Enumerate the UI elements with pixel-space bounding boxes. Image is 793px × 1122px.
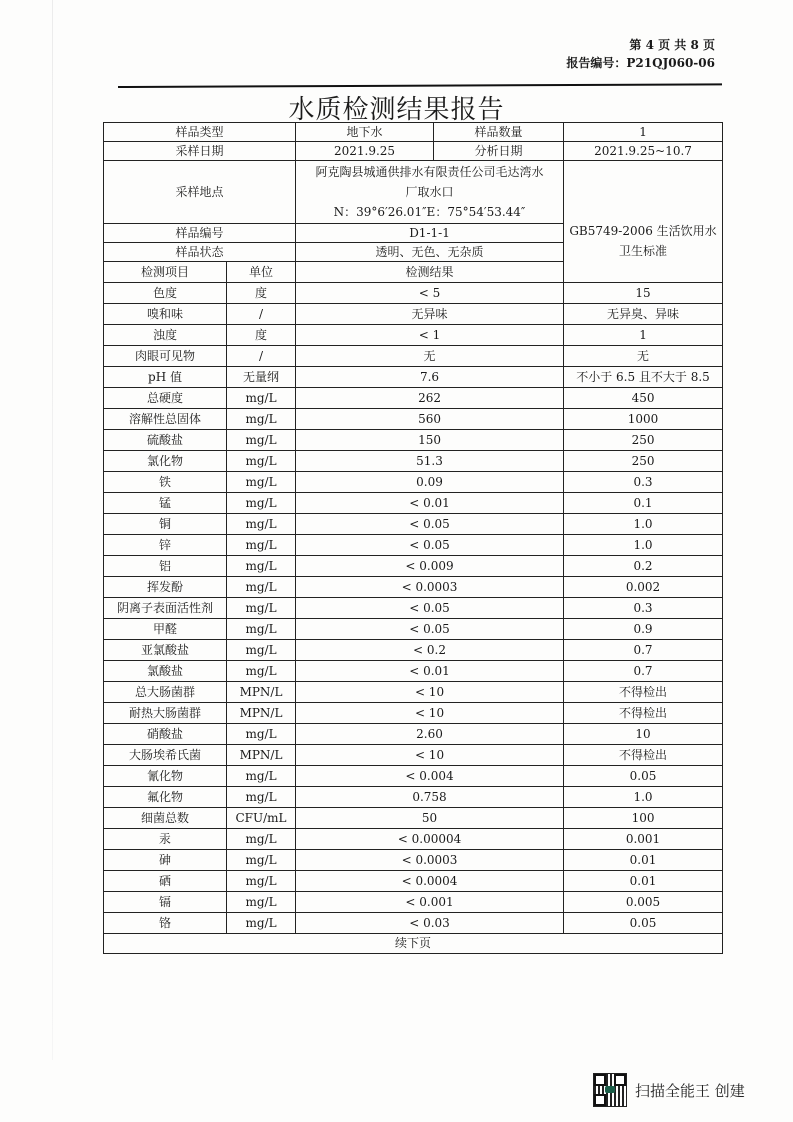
table-row xyxy=(104,493,723,514)
item-cell: 硝酸盐 xyxy=(104,724,227,745)
item-cell: 铁 xyxy=(104,472,227,493)
unit-cell: mg/L xyxy=(227,451,296,472)
location-value xyxy=(296,161,564,224)
result-cell: < 0.0004 xyxy=(296,871,564,892)
item-cell: 氯化物 xyxy=(104,451,227,472)
standard-cell: 0.3 xyxy=(564,598,723,619)
table-row xyxy=(104,766,723,787)
result-cell: 262 xyxy=(296,388,564,409)
unit-cell: mg/L xyxy=(227,598,296,619)
standard-cell: 0.7 xyxy=(564,661,723,682)
item-cell: 汞 xyxy=(104,829,227,850)
table-row xyxy=(104,367,723,388)
standard-cell: 不得检出 xyxy=(564,745,723,766)
result-cell: 51.3 xyxy=(296,451,564,472)
col-header-unit: 单位 xyxy=(227,262,296,283)
item-cell: 浊度 xyxy=(104,325,227,346)
standard-cell: 0.05 xyxy=(564,913,723,934)
unit-cell: mg/L xyxy=(227,787,296,808)
item-cell: 总大肠菌群 xyxy=(104,682,227,703)
standard-reference xyxy=(564,161,723,283)
col-header-result: 检测结果 xyxy=(296,262,564,283)
standard-cell: 无异臭、异味 xyxy=(564,304,723,325)
standard-cell: 15 xyxy=(564,283,723,304)
standard-line1: GB5749-2006 生活饮用水 xyxy=(569,223,717,238)
table-row xyxy=(104,808,723,829)
table-row xyxy=(104,409,723,430)
table-row xyxy=(104,850,723,871)
row-sampling-date xyxy=(104,142,723,161)
table-row xyxy=(104,871,723,892)
result-cell: < 0.05 xyxy=(296,598,564,619)
sample-type-label: 样品类型 xyxy=(104,123,296,142)
item-cell: 肉眼可见物 xyxy=(104,346,227,367)
standard-cell: 0.2 xyxy=(564,556,723,577)
results-table xyxy=(103,122,723,954)
qr-code-icon xyxy=(593,1073,627,1107)
sampling-date-value: 2021.9.25 xyxy=(296,142,434,161)
item-cell: 氯酸盐 xyxy=(104,661,227,682)
result-cell: 无 xyxy=(296,346,564,367)
result-cell: < 10 xyxy=(296,703,564,724)
unit-cell: MPN/L xyxy=(227,682,296,703)
result-cell: < 0.03 xyxy=(296,913,564,934)
standard-line2: 卫生标准 xyxy=(619,243,668,258)
result-cell: 7.6 xyxy=(296,367,564,388)
result-cell: < 0.001 xyxy=(296,892,564,913)
standard-cell: 1.0 xyxy=(564,535,723,556)
result-cell: < 0.004 xyxy=(296,766,564,787)
table-row xyxy=(104,472,723,493)
scanner-watermark xyxy=(593,1072,745,1108)
unit-cell: mg/L xyxy=(227,493,296,514)
result-cell: 560 xyxy=(296,409,564,430)
result-cell: < 0.2 xyxy=(296,640,564,661)
result-cell: < 1 xyxy=(296,325,564,346)
unit-cell: mg/L xyxy=(227,577,296,598)
sample-id-value: D1-1-1 xyxy=(296,224,564,243)
standard-cell: 250 xyxy=(564,430,723,451)
result-cell: < 0.01 xyxy=(296,493,564,514)
result-cell: < 0.05 xyxy=(296,514,564,535)
table-row xyxy=(104,451,723,472)
standard-cell: 不得检出 xyxy=(564,682,723,703)
result-cell: < 10 xyxy=(296,682,564,703)
item-cell: 细菌总数 xyxy=(104,808,227,829)
page-number: 第 4 页 共 8 页 xyxy=(629,38,715,52)
sample-state-value: 透明、无色、无杂质 xyxy=(296,243,564,262)
item-cell: 色度 xyxy=(104,283,227,304)
item-cell: 氟化物 xyxy=(104,787,227,808)
item-cell: 硒 xyxy=(104,871,227,892)
analysis-date-label: 分析日期 xyxy=(434,142,564,161)
unit-cell: mg/L xyxy=(227,535,296,556)
sampling-date-label: 采样日期 xyxy=(104,142,296,161)
item-cell: 铜 xyxy=(104,514,227,535)
item-cell: 大肠埃希氏菌 xyxy=(104,745,227,766)
standard-cell: 0.002 xyxy=(564,577,723,598)
item-cell: 锰 xyxy=(104,493,227,514)
item-cell: 亚氯酸盐 xyxy=(104,640,227,661)
item-cell: 砷 xyxy=(104,850,227,871)
table-row xyxy=(104,514,723,535)
unit-cell: 度 xyxy=(227,283,296,304)
table-row xyxy=(104,556,723,577)
unit-cell: mg/L xyxy=(227,556,296,577)
unit-cell: MPN/L xyxy=(227,745,296,766)
unit-cell: mg/L xyxy=(227,892,296,913)
item-cell: 硫酸盐 xyxy=(104,430,227,451)
sample-id-label: 样品编号 xyxy=(104,224,296,243)
unit-cell: mg/L xyxy=(227,409,296,430)
standard-cell: 0.05 xyxy=(564,766,723,787)
standard-cell: 1.0 xyxy=(564,787,723,808)
standard-cell: 不小于 6.5 且不大于 8.5 xyxy=(564,367,723,388)
camscanner-logo-icon xyxy=(605,1086,615,1093)
location-line2: 厂取水口 xyxy=(405,185,454,199)
item-cell: 铬 xyxy=(104,913,227,934)
table-row xyxy=(104,892,723,913)
table-row xyxy=(104,724,723,745)
result-cell: < 5 xyxy=(296,283,564,304)
unit-cell: MPN/L xyxy=(227,703,296,724)
unit-cell: / xyxy=(227,346,296,367)
table-row xyxy=(104,304,723,325)
result-cell: < 0.0003 xyxy=(296,577,564,598)
item-cell: pH 值 xyxy=(104,367,227,388)
standard-cell: 1.0 xyxy=(564,514,723,535)
table-row xyxy=(104,619,723,640)
table-row xyxy=(104,745,723,766)
result-cell: < 0.009 xyxy=(296,556,564,577)
standard-cell: 0.005 xyxy=(564,892,723,913)
unit-cell: mg/L xyxy=(227,472,296,493)
unit-cell: mg/L xyxy=(227,724,296,745)
result-cell: < 0.05 xyxy=(296,535,564,556)
header-rule xyxy=(118,83,722,88)
standard-cell: 0.9 xyxy=(564,619,723,640)
table-row xyxy=(104,388,723,409)
item-cell: 溶解性总固体 xyxy=(104,409,227,430)
standard-cell: 100 xyxy=(564,808,723,829)
result-cell: < 10 xyxy=(296,745,564,766)
table-row xyxy=(104,283,723,304)
table-row xyxy=(104,682,723,703)
table-row xyxy=(104,430,723,451)
analysis-date-value: 2021.9.25~10.7 xyxy=(564,142,723,161)
item-cell: 总硬度 xyxy=(104,388,227,409)
report-title: 水质检测结果报告 xyxy=(288,95,505,125)
standard-cell: 不得检出 xyxy=(564,703,723,724)
result-cell: < 0.0003 xyxy=(296,850,564,871)
unit-cell: mg/L xyxy=(227,619,296,640)
page-info xyxy=(566,36,715,72)
unit-cell: mg/L xyxy=(227,766,296,787)
standard-cell: 450 xyxy=(564,388,723,409)
item-cell: 氰化物 xyxy=(104,766,227,787)
row-sample-type xyxy=(104,123,723,142)
table-row xyxy=(104,703,723,724)
item-cell: 阴离子表面活性剂 xyxy=(104,598,227,619)
result-cell: 2.60 xyxy=(296,724,564,745)
sample-state-label: 样品状态 xyxy=(104,243,296,262)
standard-cell: 0.01 xyxy=(564,850,723,871)
unit-cell: mg/L xyxy=(227,829,296,850)
table-row xyxy=(104,640,723,661)
continued-note: 续下页 xyxy=(104,934,723,954)
unit-cell: / xyxy=(227,304,296,325)
report-number: 报告编号：P21QJ060-06 xyxy=(566,56,715,70)
continued-row xyxy=(104,934,723,954)
result-cell: 0.09 xyxy=(296,472,564,493)
standard-cell: 250 xyxy=(564,451,723,472)
table-row xyxy=(104,829,723,850)
item-cell: 镉 xyxy=(104,892,227,913)
table-row xyxy=(104,346,723,367)
result-cell: 150 xyxy=(296,430,564,451)
result-cell: < 0.01 xyxy=(296,661,564,682)
unit-cell: 度 xyxy=(227,325,296,346)
item-cell: 耐热大肠菌群 xyxy=(104,703,227,724)
watermark-text: 扫描全能王 创建 xyxy=(635,1081,745,1100)
standard-cell: 0.01 xyxy=(564,871,723,892)
result-cell: < 0.05 xyxy=(296,619,564,640)
item-cell: 挥发酚 xyxy=(104,577,227,598)
unit-cell: mg/L xyxy=(227,661,296,682)
standard-cell: 0.001 xyxy=(564,829,723,850)
standard-cell: 1 xyxy=(564,325,723,346)
table-row xyxy=(104,787,723,808)
unit-cell: mg/L xyxy=(227,913,296,934)
col-header-item: 检测项目 xyxy=(104,262,227,283)
standard-cell: 无 xyxy=(564,346,723,367)
table-row xyxy=(104,598,723,619)
table-row xyxy=(104,535,723,556)
table-row xyxy=(104,577,723,598)
unit-cell: CFU/mL xyxy=(227,808,296,829)
location-line1: 阿克陶县城通供排水有限责任公司毛达湾水 xyxy=(315,165,544,179)
sample-count-label: 样品数量 xyxy=(434,123,564,142)
standard-cell: 1000 xyxy=(564,409,723,430)
result-cell: < 0.00004 xyxy=(296,829,564,850)
table-row xyxy=(104,913,723,934)
item-cell: 铝 xyxy=(104,556,227,577)
unit-cell: 无量纲 xyxy=(227,367,296,388)
unit-cell: mg/L xyxy=(227,850,296,871)
unit-cell: mg/L xyxy=(227,430,296,451)
table-row xyxy=(104,661,723,682)
standard-cell: 0.3 xyxy=(564,472,723,493)
location-label: 采样地点 xyxy=(104,161,296,224)
table-row xyxy=(104,325,723,346)
result-cell: 0.758 xyxy=(296,787,564,808)
sample-count-value: 1 xyxy=(564,123,723,142)
item-cell: 嗅和味 xyxy=(104,304,227,325)
sample-type-value: 地下水 xyxy=(296,123,434,142)
unit-cell: mg/L xyxy=(227,388,296,409)
standard-cell: 0.7 xyxy=(564,640,723,661)
result-cell: 50 xyxy=(296,808,564,829)
row-location xyxy=(104,161,723,224)
result-cell: 无异味 xyxy=(296,304,564,325)
item-cell: 锌 xyxy=(104,535,227,556)
unit-cell: mg/L xyxy=(227,640,296,661)
unit-cell: mg/L xyxy=(227,514,296,535)
scan-edge-shadow xyxy=(52,0,53,1060)
standard-cell: 10 xyxy=(564,724,723,745)
unit-cell: mg/L xyxy=(227,871,296,892)
standard-cell: 0.1 xyxy=(564,493,723,514)
location-coords: N：39°6′26.01″E：75°54′53.44″ xyxy=(333,205,526,219)
item-cell: 甲醛 xyxy=(104,619,227,640)
